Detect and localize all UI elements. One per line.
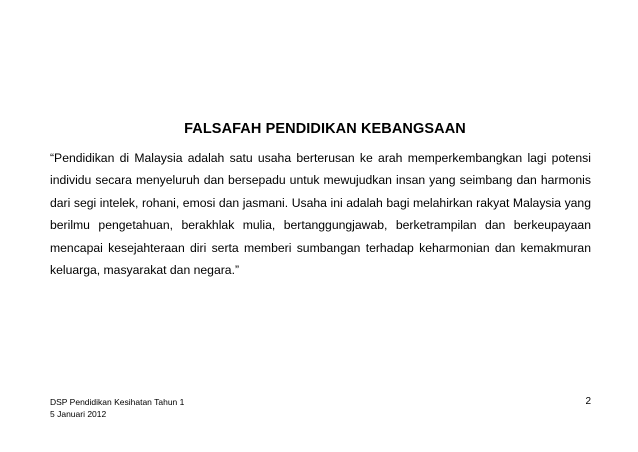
paragraph-line-4: berilmu pengetahuan, berakhlak mulia, bertanggungjawab, berketrampilan dan berkeupayaan: [50, 218, 591, 233]
footer-document-name: DSP Pendidikan Kesihatan Tahun 1: [50, 397, 185, 407]
paragraph-line-3: dari segi intelek, rohani, emosi dan jasmani. Usaha ini adalah bagi melahirkan rakyat Malaysia yang: [50, 195, 591, 210]
document-title: FALSAFAH PENDIDIKAN KEBANGSAAN: [184, 121, 466, 137]
paragraph-line-1: “Pendidikan di Malaysia adalah satu usaha berterusan ke arah memperkembangkan lagi potensi: [50, 151, 591, 165]
paragraph-line-6: keluarga, masyarakat dan negara.”: [50, 262, 240, 277]
paragraph-line-2: individu secara menyeluruh dan bersepadu untuk mewujudkan insan yang seimbang dan harmonis: [50, 173, 591, 188]
footer-info: [50, 396, 184, 420]
philosophy-paragraph: [50, 147, 591, 281]
footer-date: 5 Januari 2012: [50, 409, 107, 419]
page-number: 2: [585, 396, 591, 407]
paragraph-line-5: mencapai kesejahteraan diri serta memberi sumbangan terhadap keharmonian dan kemakmuran: [50, 240, 591, 255]
